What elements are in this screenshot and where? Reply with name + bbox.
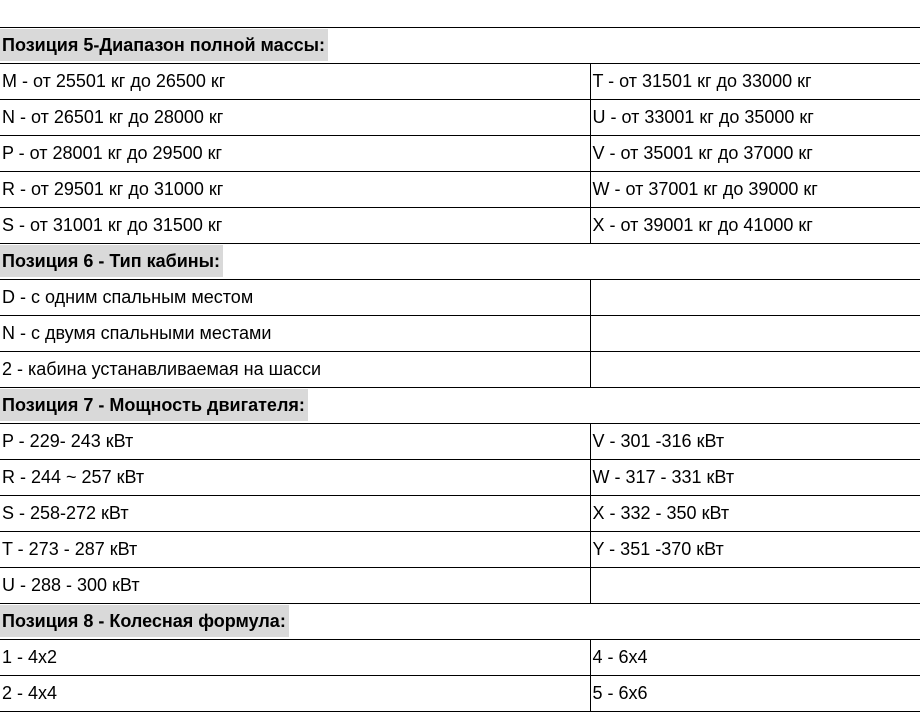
section-header-row [0,604,920,640]
option-cell-left: P - от 28001 кг до 29500 кг [0,136,590,172]
option-cell-left: R - 244 ~ 257 кВт [0,460,590,496]
table-row [0,460,920,496]
section-title: Позиция 8 - Колесная формула: [0,605,289,637]
section-header-row [0,28,920,64]
section-header-cell [0,604,920,640]
table-row [0,676,920,712]
section-header-row [0,388,920,424]
option-cell-right: V - от 35001 кг до 37000 кг [590,136,920,172]
section-header-row [0,244,920,280]
section-title: Позиция 5-Диапазон полной массы: [0,29,328,61]
option-cell-right: X - 332 - 350 кВт [590,496,920,532]
table-row [0,424,920,460]
option-cell-right: U - от 33001 кг до 35000 кг [590,100,920,136]
option-cell-left: S - от 31001 кг до 31500 кг [0,208,590,244]
option-cell-right: 4 - 6x4 [590,640,920,676]
section-header-cell [0,244,920,280]
option-cell-left: N - с двумя спальными местами [0,316,590,352]
section-header-cell [0,28,920,64]
option-cell-left: N - от 26501 кг до 28000 кг [0,100,590,136]
option-cell-left: 2 - кабина устанавливаемая на шасси [0,352,590,388]
option-cell-right: 5 - 6x6 [590,676,920,712]
option-cell-left: S - 258-272 кВт [0,496,590,532]
option-cell-right: T - от 31501 кг до 33000 кг [590,64,920,100]
table-row [0,64,920,100]
table-row [0,532,920,568]
section-header-cell [0,388,920,424]
table-row [0,352,920,388]
option-cell-right: W - 317 - 331 кВт [590,460,920,496]
option-cell-right [590,316,920,352]
option-cell-left: U - 288 - 300 кВт [0,568,590,604]
option-cell-left: R - от 29501 кг до 31000 кг [0,172,590,208]
table-row [0,100,920,136]
option-cell-right [590,280,920,316]
option-cell-left: D - с одним спальным местом [0,280,590,316]
option-cell-left: P - 229- 243 кВт [0,424,590,460]
option-cell-right: V - 301 -316 кВт [590,424,920,460]
document-page [0,27,920,712]
option-cell-right: X - от 39001 кг до 41000 кг [590,208,920,244]
option-cell-left: M - от 25501 кг до 26500 кг [0,64,590,100]
table-row [0,172,920,208]
table-row [0,568,920,604]
table-row [0,316,920,352]
table-row [0,496,920,532]
option-cell-right [590,352,920,388]
section-title: Позиция 7 - Мощность двигателя: [0,389,308,421]
table-row [0,640,920,676]
table-row [0,208,920,244]
section-title: Позиция 6 - Тип кабины: [0,245,223,277]
option-cell-right: Y - 351 -370 кВт [590,532,920,568]
table-row [0,136,920,172]
option-cell-left: 1 - 4x2 [0,640,590,676]
option-cell-right [590,568,920,604]
option-cell-left: T - 273 - 287 кВт [0,532,590,568]
spec-table-body [0,28,920,712]
option-cell-left: 2 - 4x4 [0,676,590,712]
table-row [0,280,920,316]
option-cell-right: W - от 37001 кг до 39000 кг [590,172,920,208]
spec-table [0,27,920,712]
